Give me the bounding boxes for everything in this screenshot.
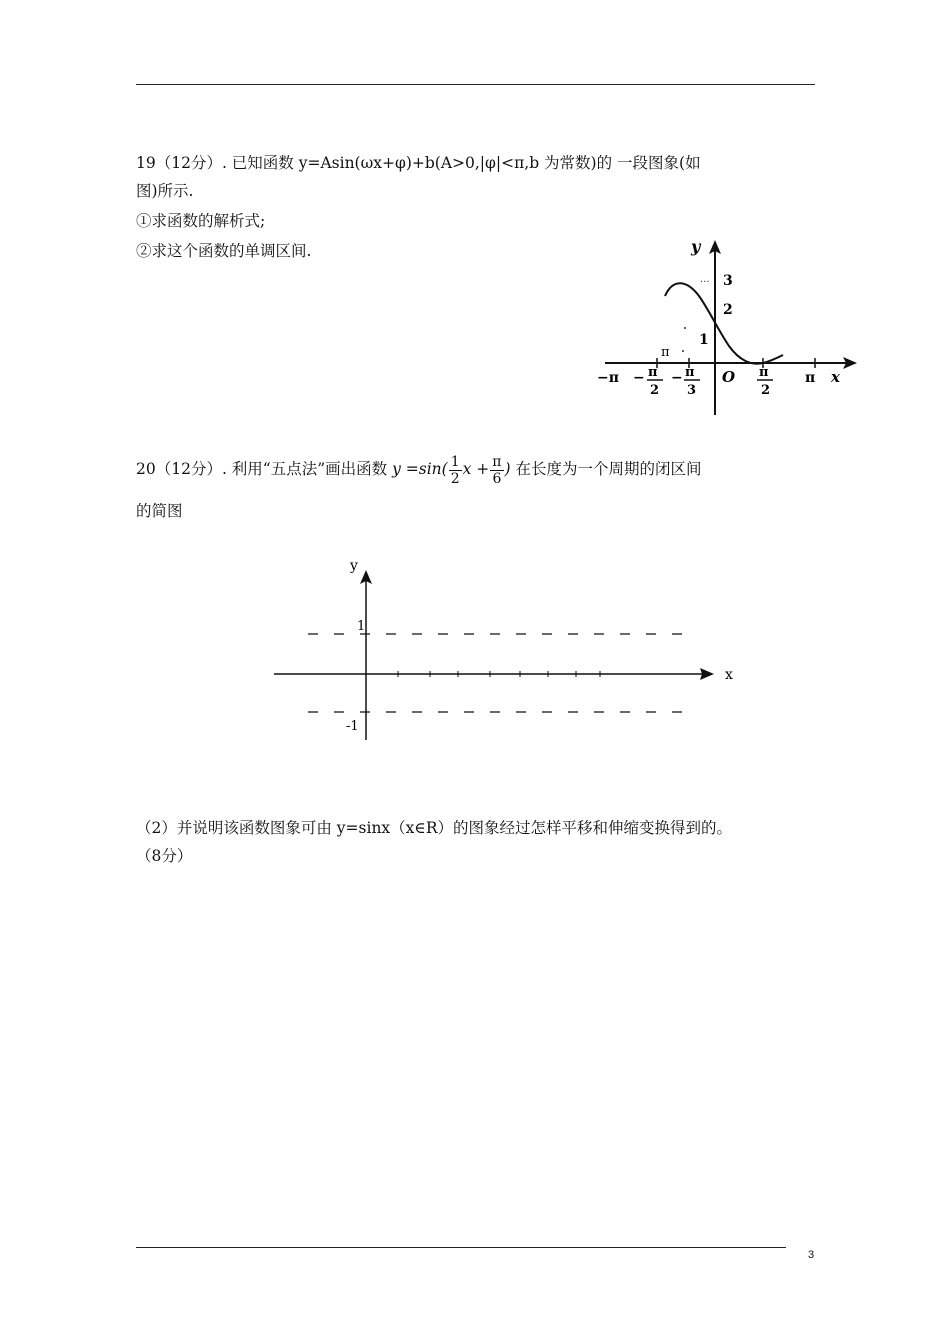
q19-xtick-den-2b: 2: [761, 383, 771, 398]
q19-figure: [595, 230, 865, 420]
q19-item2: ②求这个函数的单调区间.: [136, 242, 312, 260]
q19-x-label: x: [831, 368, 840, 386]
q19-ytick-3: 3: [723, 273, 733, 289]
q19-xtick-pi-a: π: [648, 365, 658, 380]
q20-line2: 的简图: [136, 502, 183, 520]
q20-y-label: y: [350, 558, 358, 574]
q19-xtick-pi-c: π: [759, 365, 769, 380]
q19-line2: 图)所示.: [136, 182, 194, 200]
q20-func-lhs: y =sin(: [392, 460, 448, 478]
footer-rule: [136, 1247, 786, 1248]
q19-origin: O: [722, 368, 736, 386]
q20-func-mid: x +: [462, 460, 490, 478]
q19-xtick-neg-pi: −π: [597, 370, 619, 386]
page-number: 3: [808, 1249, 815, 1261]
q20-frac1-den: 2: [450, 470, 460, 487]
q20-line1: [136, 452, 702, 487]
q20-part2-line1: （2）并说明该函数图象可由 y=sinx（x∈R）的图象经过怎样平移和伸缩变换得到的。: [136, 819, 733, 837]
q20-prefix: 20（12分）. 利用“五点法”画出函数: [136, 460, 388, 478]
q19-y-label: y: [691, 237, 701, 256]
q19-ytick-1: 1: [699, 332, 709, 348]
q20-suffix: 在长度为一个周期的闭区间: [515, 460, 702, 478]
q20-frac1: [449, 454, 462, 487]
q20-frac1-num: 1: [450, 453, 460, 470]
q19-xtick-pi: π: [805, 370, 816, 386]
q20-frac2-num: π: [492, 453, 502, 470]
q20-frac2: [490, 454, 503, 487]
q19-item1: ①求函数的解析式;: [136, 212, 266, 230]
q19-xtick-minus-a: −: [633, 370, 645, 386]
q20-frac2-den: 6: [492, 470, 502, 487]
svg-text:...: ...: [700, 274, 710, 285]
q20-figure: [270, 552, 740, 747]
q20-x-arrow: [700, 668, 714, 680]
q19-xtick-minus-b: −: [671, 370, 683, 386]
q20-label-neg1: -1: [346, 719, 359, 734]
q19-line1: 19（12分）. 已知函数 y=Asin(ωx+φ)+b(A>0,|φ|<π,b 为常数)的 一段图象(如: [136, 154, 701, 172]
q19-xtick-den-2a: 2: [650, 383, 660, 398]
q20-label-pos1: 1: [357, 619, 366, 634]
q19-ytick-2: 2: [723, 302, 733, 318]
q19-pi-note: π: [661, 345, 670, 360]
q19-xtick-den-3: 3: [687, 383, 697, 398]
q20-func-rhs: ): [504, 460, 511, 478]
header-rule: [136, 84, 815, 85]
q19-xtick-pi-b: π: [685, 365, 695, 380]
q20-part2-line2: （8分）: [136, 847, 193, 865]
q20-x-label: x: [725, 667, 733, 683]
